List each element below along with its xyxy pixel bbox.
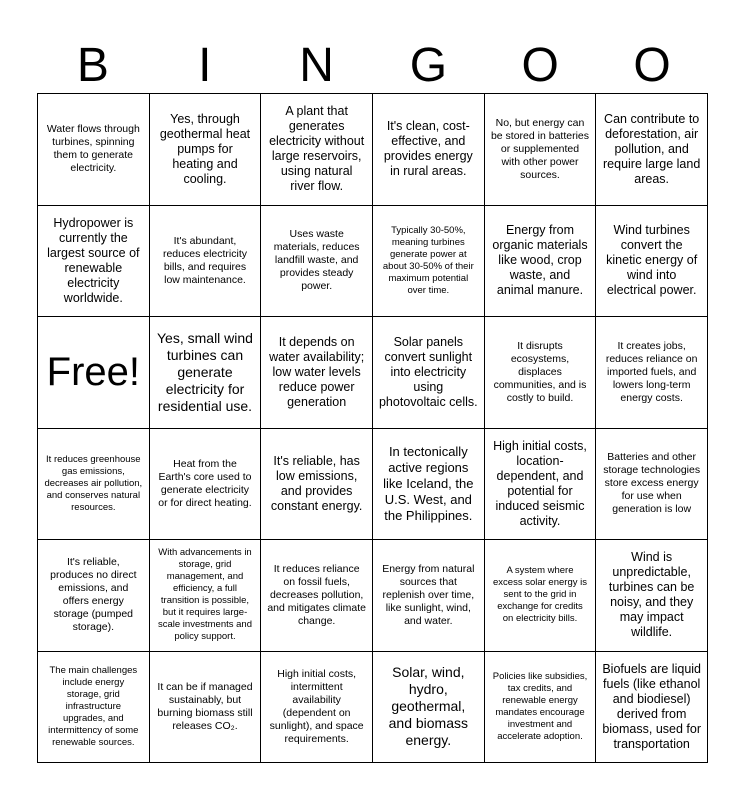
cell-text: Batteries and other storage technologies store excess energy for use when generation is low <box>603 451 701 516</box>
bingo-cell[interactable] <box>485 317 597 429</box>
cell-text: Yes, small wind turbines can generate electricity for residential use. <box>157 329 253 414</box>
bingo-cell[interactable] <box>596 429 708 541</box>
header-letter-i: I <box>198 39 212 92</box>
bingo-cell[interactable] <box>485 652 597 764</box>
cell-text: Energy from natural sources that replenish over time, like sunlight, wind, and water. <box>382 562 475 627</box>
free-space-cell[interactable] <box>38 317 150 429</box>
cell-text: It's abundant, reduces electricity bills, and requires low maintenance. <box>162 234 247 286</box>
cell-text: Hydropower is currently the largest source of renewable electricity worldwide. <box>47 215 140 305</box>
cell-text: The main challenges include energy storage, grid infrastructure upgrades, and intermittency of some renewable sources. <box>48 664 139 748</box>
cell-text: Yes, through geothermal heat pumps for heating and cooling. <box>159 111 251 186</box>
header-letter-o: O <box>521 39 559 92</box>
cell-text: It depends on water availability; low water levels reduce power generation <box>269 334 365 409</box>
cell-text: It reduces reliance on fossil fuels, decreases pollution, and mitigates climate change. <box>267 562 366 627</box>
cell-text: Uses waste materials, reduces landfill waste, and provides steady power. <box>273 228 360 293</box>
cell-text: It creates jobs, reduces reliance on imported fuels, and lowers long-term energy costs. <box>605 339 698 404</box>
bingo-cell[interactable] <box>261 429 373 541</box>
free-space-text: Free! <box>46 350 140 395</box>
cell-text: It reduces greenhouse gas emissions, decreases air pollution, and conserves natural resources. <box>44 453 143 513</box>
bingo-cell[interactable] <box>261 206 373 318</box>
cell-text: A plant that generates electricity without large reservoirs, using natural river flow. <box>269 104 365 194</box>
bingo-cell[interactable] <box>485 94 597 206</box>
bingo-cell[interactable] <box>373 429 485 541</box>
bingo-cell[interactable] <box>596 652 708 764</box>
cell-text: It disrupts ecosystems, displaces communities, and is costly to build. <box>493 339 587 404</box>
bingo-cell[interactable] <box>485 429 597 541</box>
bingo-cell[interactable] <box>150 317 262 429</box>
bingo-cell[interactable] <box>150 94 262 206</box>
cell-text: Wind is unpredictable, turbines can be noisy, and they may impact wildlife. <box>608 550 695 640</box>
bingo-cell[interactable] <box>38 652 150 764</box>
cell-text: Energy from organic materials like wood, crop waste, and animal manure. <box>492 223 588 298</box>
header-letter-g: G <box>409 39 448 92</box>
cell-text: Biofuels are liquid fuels (like ethanol and biodiesel) derived from biomass, used for transportation <box>602 661 701 751</box>
bingo-cell[interactable] <box>485 540 597 652</box>
header-letter-o-2: O <box>633 39 671 92</box>
bingo-cell[interactable] <box>373 652 485 764</box>
bingo-cell[interactable] <box>596 206 708 318</box>
cell-text: No, but energy can be stored in batteries or supplemented with other power sources. <box>490 116 590 181</box>
cell-text: It can be if managed sustainably, but burning biomass still releases CO₂. <box>157 680 253 732</box>
bingo-cell[interactable] <box>373 540 485 652</box>
cell-text: Policies like subsidies, tax credits, and renewable energy mandates encourage investment and accelerate adoption. <box>492 670 588 742</box>
bingo-cell[interactable] <box>150 540 262 652</box>
bingo-cell[interactable] <box>373 317 485 429</box>
cell-text: A system where excess solar energy is sent to the grid in exchange for credits on electricity bills. <box>493 565 587 625</box>
bingo-cell[interactable] <box>38 540 150 652</box>
header-letter-n: N <box>299 39 334 92</box>
cell-text: In tectonically active regions like Iceland, the U.S. West, and the Philippines. <box>383 443 474 523</box>
cell-text: It's reliable, has low emissions, and provides constant energy. <box>270 453 363 513</box>
bingo-header <box>37 38 708 94</box>
bingo-grid <box>37 93 708 763</box>
cell-text: Solar panels convert sunlight into electricity using photovoltaic cells. <box>378 334 478 409</box>
cell-text: Typically 30-50%, meaning turbines generate power at about 30-50% of their maximum potential over time. <box>382 224 474 296</box>
cell-text: Heat from the Earth's core used to generate electricity or for direct heating. <box>158 457 252 509</box>
header-letter-b: B <box>76 39 109 92</box>
cell-text: It's reliable, produces no direct emissions, and offers energy storage (pumped storage). <box>50 556 137 634</box>
bingo-cell[interactable] <box>150 429 262 541</box>
cell-text: High initial costs, location-dependent, and potential for induced seismic activity. <box>493 438 587 528</box>
bingo-cell[interactable] <box>150 652 262 764</box>
bingo-cell[interactable] <box>596 317 708 429</box>
cell-text: Solar, wind, hydro, geothermal, and biomass energy. <box>388 664 469 749</box>
cell-text: Wind turbines convert the kinetic energy of wind into electrical power. <box>606 223 698 298</box>
bingo-cell[interactable] <box>38 429 150 541</box>
cell-text: High initial costs, intermittent availability (dependent on sunlight), and space requirements. <box>269 667 364 745</box>
cell-text: With advancements in storage, grid management, and efficiency, a full transition is possible, but it requires large-scale investments and policy support. <box>157 547 252 643</box>
bingo-cell[interactable] <box>373 94 485 206</box>
bingo-cell[interactable] <box>485 206 597 318</box>
bingo-cell[interactable] <box>596 540 708 652</box>
bingo-cell[interactable] <box>38 206 150 318</box>
bingo-cell[interactable] <box>261 540 373 652</box>
bingo-cell[interactable] <box>596 94 708 206</box>
bingo-cell[interactable] <box>261 94 373 206</box>
bingo-cell[interactable] <box>261 652 373 764</box>
cell-text: Can contribute to deforestation, air pollution, and require large land areas. <box>603 111 701 186</box>
cell-text: It's clean, cost-effective, and provides energy in rural areas. <box>383 119 473 179</box>
bingo-cell[interactable] <box>38 94 150 206</box>
bingo-cell[interactable] <box>150 206 262 318</box>
cell-text: Water flows through turbines, spinning them to generate electricity. <box>46 123 140 175</box>
bingo-cell[interactable] <box>373 206 485 318</box>
bingo-cell[interactable] <box>261 317 373 429</box>
